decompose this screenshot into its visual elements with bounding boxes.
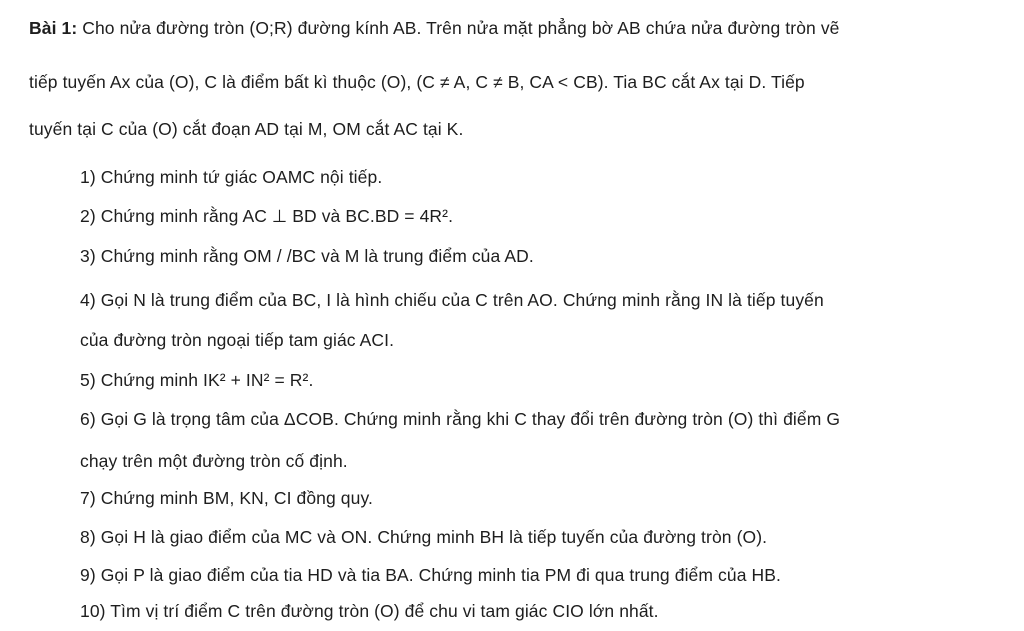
- question-9: 9) Gọi P là giao điểm của tia HD và tia BA. Chứng minh tia PM đi qua trung điểm của HB.: [80, 565, 781, 585]
- problem-label: Bài 1:: [29, 18, 78, 38]
- problem-intro-text-1: Cho nửa đường tròn (O;R) đường kính AB. Trên nửa mặt phẳng bờ AB chứa nửa đường tròn vẽ: [82, 18, 840, 38]
- question-10: 10) Tìm vị trí điểm C trên đường tròn (O) để chu vi tam giác CIO lớn nhất.: [80, 601, 659, 621]
- question-6-line-1: 6) Gọi G là trọng tâm của ΔCOB. Chứng minh rằng khi C thay đổi trên đường tròn (O) thì điểm G: [80, 409, 841, 429]
- problem-intro-line-2: tiếp tuyến Ax của (O), C là điểm bất kì thuộc (O), (C ≠ A, C ≠ B, CA < CB). Tia BC cắt Ax tại D. Tiếp: [29, 72, 805, 92]
- question-1: 1) Chứng minh tứ giác OAMC nội tiếp.: [80, 167, 383, 187]
- question-7: 7) Chứng minh BM, KN, CI đồng quy.: [80, 488, 373, 508]
- question-3: 3) Chứng minh rằng OM / /BC và M là trung điểm của AD.: [80, 246, 534, 266]
- problem-intro-line-1: [29, 17, 840, 39]
- problem-intro-line-3: tuyến tại C của (O) cắt đoạn AD tại M, OM cắt AC tại K.: [29, 119, 464, 139]
- question-4-line-1: 4) Gọi N là trung điểm của BC, I là hình chiếu của C trên AO. Chứng minh rằng IN là tiếp tuyến: [80, 290, 824, 310]
- question-4-line-2: của đường tròn ngoại tiếp tam giác ACI.: [80, 330, 395, 350]
- question-5: 5) Chứng minh IK² + IN² = R².: [80, 370, 314, 390]
- question-2: 2) Chứng minh rằng AC ⊥ BD và BC.BD = 4R².: [80, 206, 454, 226]
- question-8: 8) Gọi H là giao điểm của MC và ON. Chứng minh BH là tiếp tuyến của đường tròn (O).: [80, 527, 768, 547]
- question-6-line-2: chạy trên một đường tròn cố định.: [80, 451, 348, 471]
